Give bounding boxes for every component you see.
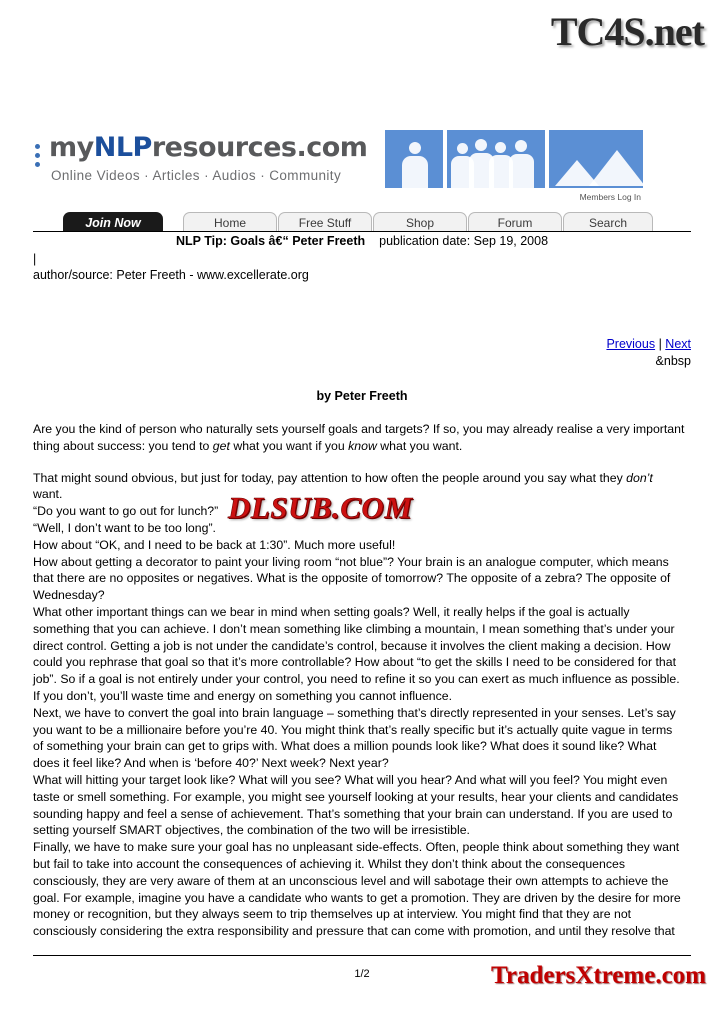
logo-tagline: Online Videos · Articles · Audios · Community	[51, 168, 342, 183]
photo-person-icon	[385, 130, 443, 188]
paragraph-6: How about getting a decorator to paint your living room “not blue”? Your brain is an analogue computer, which means that there are no opposites or negatives. What is the opposite of tomorrow? The opposite of a zebra? The opposite of Wednesday?	[33, 554, 671, 603]
nav-item-search[interactable]: Search	[563, 212, 653, 232]
article-title: NLP Tip: Goals â€“ Peter Freeth	[175, 234, 366, 248]
article-author-source: author/source: Peter Freeth - www.excellerate.org	[33, 268, 309, 282]
logo-text-my: my	[49, 132, 94, 163]
pager-separator: |	[658, 337, 662, 351]
paragraph-7: What other important things can we bear in mind when setting goals? Well, it really helps if the goal is actually something that you can achieve. I don’t mean something like climbing a mountain, I mean something that’s under your direct control. Getting a job is not under the candidate’s control, because it involves the client making a decision. How could you rephrase that goal so that it’s more controllable? How about “to get the skills I need to be considered for that job”. So if a goal is not entirely under your control, you need to refine it so you can exert as much influence as possible. If you don’t, you’ll waste time and energy on something you cannot influence.	[33, 604, 680, 703]
watermark-tradersxtreme: TradersXtreme.com	[491, 962, 706, 989]
logo-dots-icon	[35, 144, 45, 171]
paragraph-1: Are you the kind of person who naturally sets yourself goals and targets? If so, you may already realise a very important thing about success: you tend to get what you want if you know what you want.	[33, 422, 685, 453]
nav-item-forum[interactable]: Forum	[468, 212, 562, 232]
previous-link[interactable]: Previous	[606, 337, 656, 351]
header-divider	[33, 231, 691, 232]
photo-group-icon	[447, 130, 545, 188]
watermark-dlsub: DLSUB.COM	[228, 490, 413, 525]
article-byline: by Peter Freeth	[316, 389, 408, 403]
paragraph-9: What will hitting your target look like? What will you see? What will you hear? And what will you feel? You might even taste or smell something. For example, you might see yourself looking at your results, hear your clients and candidates sounding happy and feel a sense of achievement. That’s something that your brain can understand. If you are used to setting yourself SMART objectives, the combination of the two will be irresistible.	[33, 772, 679, 838]
nav-item-join-now[interactable]: Join Now	[63, 212, 163, 232]
next-link[interactable]: Next	[665, 337, 691, 351]
watermark-tc4s: TC4S.net	[550, 9, 704, 54]
nav-item-home[interactable]: Home	[183, 212, 277, 232]
logo-text-resources: resources.com	[151, 132, 368, 163]
nav-item-free-stuff[interactable]: Free Stuff	[278, 212, 372, 232]
paragraph-3: “Do you want to go out for lunch?”	[33, 504, 219, 519]
nav-item-shop[interactable]: Shop	[373, 212, 467, 232]
paragraph-5: How about “OK, and I need to be back at 1:30”. Much more useful!	[33, 537, 396, 552]
paragraph-10: Finally, we have to make sure your goal has no unpleasant side-effects. Often, people think about something they want but fail to take into account the consequences of achieving it. Whilst they don’t think about the consequences consciously, they are very aware of them at an unconscious level and will sabotage their own attempts to achieve the goal. For example, imagine you have a candidate who wants to get a promotion. They are driven by the desire for more money or recognition, but they always seem to trip themselves up at interview. You might find that they are not consciously considering the extra responsibility and pressure that can come with promotion, and until they resolve that	[33, 840, 681, 939]
footer-divider	[33, 955, 691, 956]
site-logo[interactable]	[33, 130, 381, 202]
header-photo-strip	[385, 130, 643, 202]
paragraph-2: That might sound obvious, but just for today, pay attention to how often the people around you say what they don’t want.	[33, 470, 653, 502]
paragraph-4: “Well, I don’t want to be too long”.	[33, 520, 216, 535]
site-header-banner	[33, 130, 643, 230]
logo-text-nlp: NLP	[93, 132, 152, 163]
members-login-link[interactable]: Members Log In	[579, 192, 641, 202]
pager-nbsp: &nbsp	[655, 354, 691, 368]
article-title-line	[0, 234, 724, 248]
logo-text	[49, 132, 367, 163]
page-number: 1/2	[354, 968, 370, 980]
paragraph-8: Next, we have to convert the goal into brain language – something that’s directly represented in your senses. Let’s say you want to be a millionaire before you’re 40. You might think that’s really specific but it’s actually quite vague in terms of something your brain can get to grips with. What does a million pounds look like? What does it sound like? What does it feel like? And when is ‘before 40?’ Next week? Next year?	[33, 705, 676, 771]
article-publication-date: publication date: Sep 19, 2008	[379, 234, 549, 248]
photo-landscape-icon	[549, 130, 643, 188]
article-pipe: |	[33, 252, 37, 266]
article-pager	[606, 337, 691, 351]
